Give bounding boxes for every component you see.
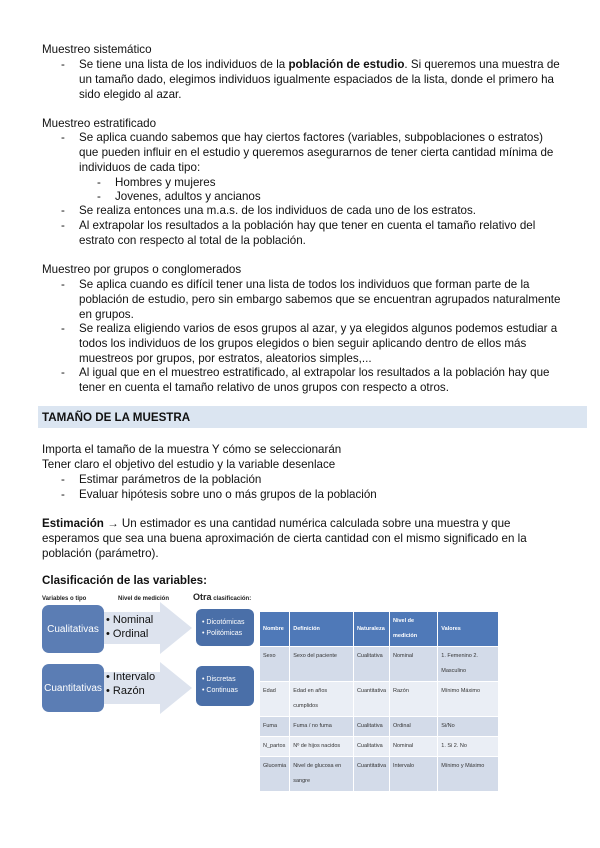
table-row [260,737,499,757]
bullet: - Se aplica cuando sabemos que hay ciertos factores (variables, subpoblaciones o estratos) que pueden influir en el estudio y queremos asegurarnos de tener cierta cantidad mínima de individuos de cada tipo: [79,130,564,175]
bullet: - Se realiza eligiendo varios de esos grupos al azar, y ya elegidos algunos podemos estudiar a todos los individuos de los grupos elegidos o bien seguir aplicando dentro de ellos más muestreos por grupos, por estratos, aleatorios simples,... [79,321,564,366]
table-header: Definición [290,612,354,647]
heading-grupos: Muestreo por grupos o conglomerados [42,263,242,276]
table-cell: Edad en años cumplidos [290,682,354,717]
table-header: Valores [438,612,499,647]
other-item: • Discretas [202,676,236,683]
other-item: • Politómicas [202,630,243,637]
text-line: Tener claro el objetivo del estudio y la variable desenlace [42,458,336,471]
text: → Un estimador es una cantidad numérica calculada sobre una muestra y que esperamos que sea una buena aproximación de cierta cantidad con el mismo significado en la población (parámetro). [42,517,527,560]
table-cell: Ordinal [390,717,438,737]
table-cell: Cualitativa [353,717,389,737]
table-cell: Nº de hijos nacidos [290,737,354,757]
level-item: • Intervalo [106,671,156,683]
clasificacion-title: Clasificación de las variables: [42,574,207,587]
table-row [260,717,499,737]
table-cell: Nivel de glucosa en sangre [290,757,354,792]
table-cell: Razón [390,682,438,717]
bold-term: población de estudio [288,58,405,71]
other-item: • Continuas [202,687,238,694]
text: Se tiene una lista de los individuos de la [79,58,289,71]
table-cell: Fuma [260,717,290,737]
table-header: Nivel de medición [390,612,438,647]
table-cell: Cuantitativa [353,682,389,717]
table-cell: Intervalo [390,757,438,792]
table-row [260,757,499,792]
table-cell: 1. Si 2. No [438,737,499,757]
variables-table [259,611,499,792]
bold-term: Estimación [42,517,104,530]
table-cell: Edad [260,682,290,717]
table-cell: Sexo del paciente [290,647,354,682]
table-cell: Si/No [438,717,499,737]
table-cell: Cualitativa [353,737,389,757]
table-cell: Cuantitativa [353,757,389,792]
level-item: • Razón [106,685,145,697]
table-cell: Glucemia [260,757,290,792]
bullet: - Al igual que en el muestreo estratificado, al extrapolar los resultados a la población hay que tener en cuenta el tamaño relativo de unos grupos con respecto a otros. [79,365,564,395]
sub-bullet: - Jovenes, adultos y ancianos [115,189,261,204]
table-header: Naturaleza [353,612,389,647]
table-cell: Mínimo y Máximo [438,757,499,792]
text: . Si queremos una muestra de un tamaño dado, elegimos individuos igualmente espaciados de la lista, donde el primero ha sido elegido al azar. [79,58,560,101]
section-heading: TAMAÑO DE LA MUESTRA [42,411,191,424]
table-header: Nombre [260,612,290,647]
diagram-header: clasificación: [213,596,252,602]
table-cell: Mínimo Máximo [438,682,499,717]
table-row [260,682,499,717]
table-cell: Cualitativa [353,647,389,682]
bullet: - Estimar parámetros de la población [79,472,564,487]
qualitative-box: Cualitativas [42,605,104,653]
table-cell: Nominal [390,647,438,682]
heading-sistematico: Muestreo sistemático [42,43,152,56]
quantitative-box: Cuantitativas [42,664,104,712]
heading-estratificado: Muestreo estratificado [42,117,157,130]
bullet: - Al extrapolar los resultados a la población hay que tener en cuenta el tamaño relativo del estrato con respecto al total de la población. [79,218,564,248]
diagram-header: Variables o tipo [42,596,87,602]
sub-bullet: - Hombres y mujeres [115,175,216,190]
bullet: - Se aplica cuando es difícil tener una lista de todos los individuos que forman parte de la población de estudio, pero sin embargo sabemos que se encuentran agrupados naturalmente en grupos. [79,277,564,322]
estimacion-paragraph [42,516,562,561]
table-cell: 1. Femenino 2. Masculino [438,647,499,682]
table-cell: Fuma / no fuma [290,717,354,737]
quantitative-other-box [196,666,254,706]
text-line: Importa el tamaño de la muestra Y cómo se seleccionarán [42,443,342,456]
bullet: - Evaluar hipótesis sobre uno o más grupos de la población [79,487,564,502]
qualitative-other-box [196,609,254,646]
other-item: • Dicotómicas [202,619,245,626]
bullet: - Se realiza entonces una m.a.s. de los individuos de cada uno de los estratos. [79,203,564,218]
level-item: • Nominal [106,614,154,626]
table-row [260,647,499,682]
table-cell: Nominal [390,737,438,757]
section-band [38,406,587,428]
table-cell: Sexo [260,647,290,682]
bullet [79,57,564,102]
level-item: • Ordinal [106,628,149,640]
diagram-header: Nivel de medición [118,596,170,602]
table-cell: N_partos [260,737,290,757]
diagram-header: Otra [193,592,212,602]
